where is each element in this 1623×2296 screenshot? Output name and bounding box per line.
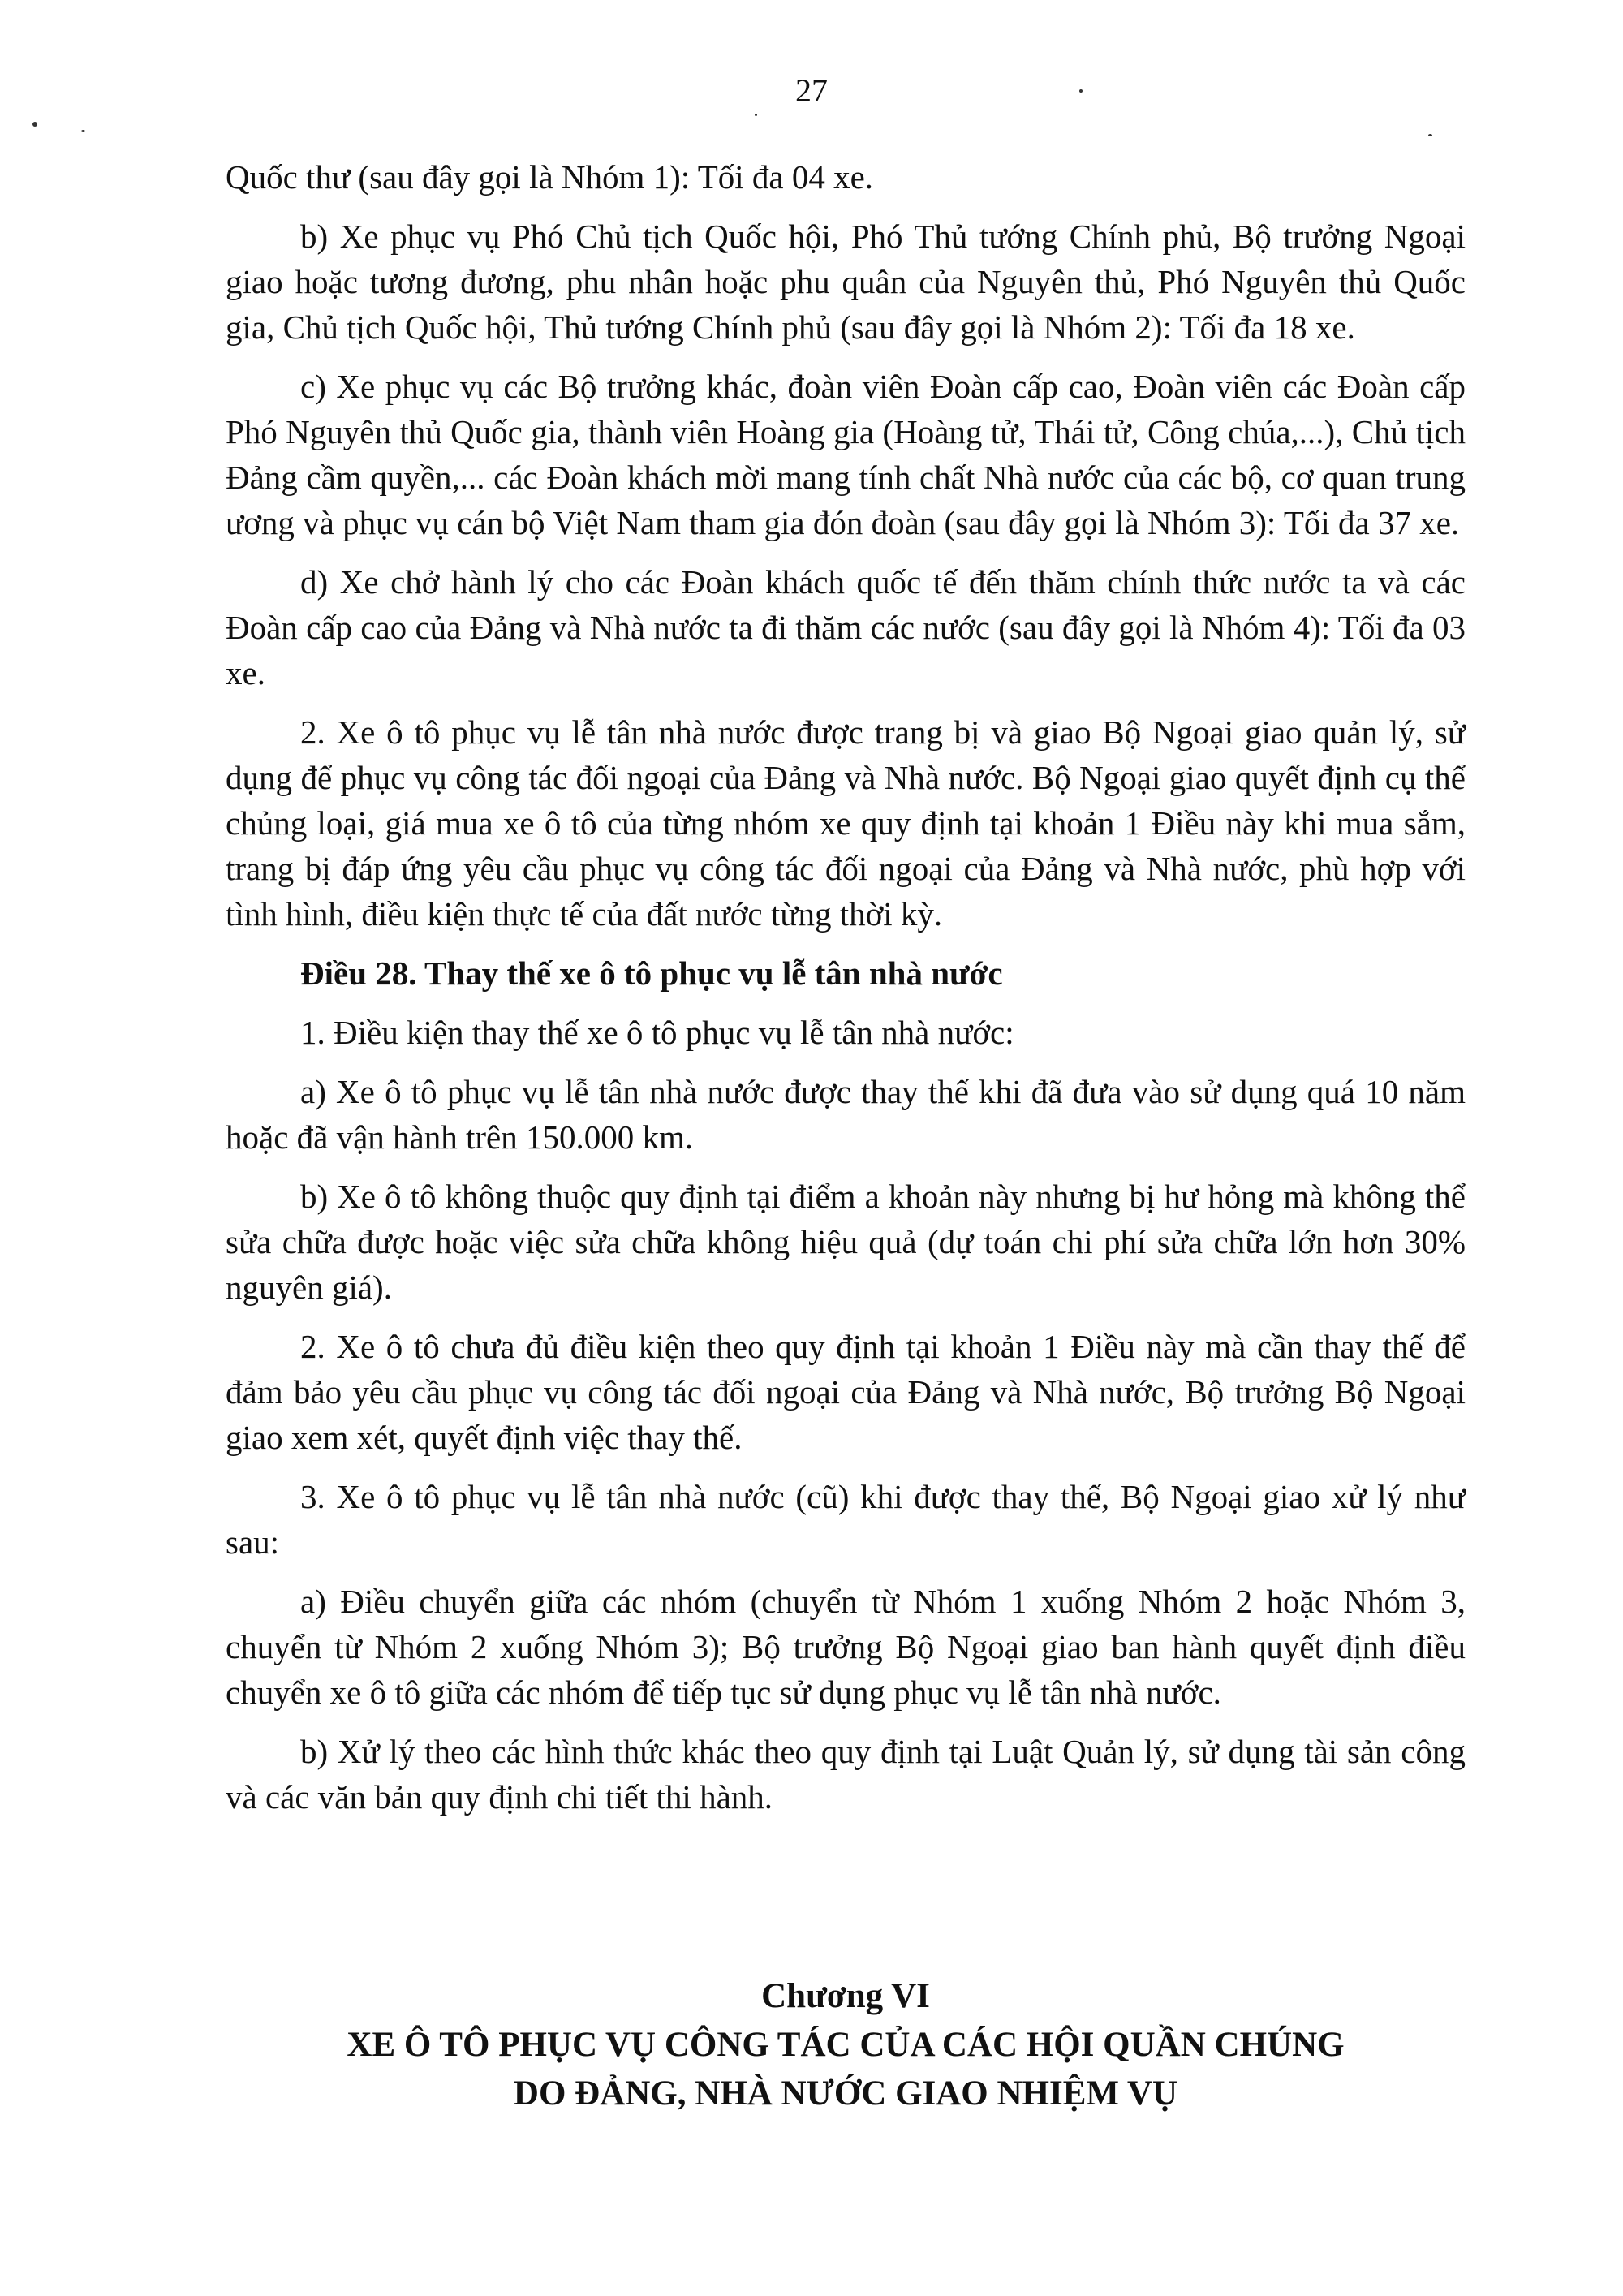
chapter-label: Chương VI — [761, 1977, 930, 2015]
article-heading: Điều 28. Thay thế xe ô tô phục vụ lễ tân nhà nước — [300, 954, 1003, 992]
paragraph: b) Xe ô tô không thuộc quy định tại điểm a khoản này nhưng bị hư hỏng mà không thể sửa chữa được hoặc việc sửa chữa không hiệu quả (dự toán chi phí sửa chữa lớn hơn 30% nguyên giá). — [226, 1178, 1466, 1306]
paragraph: a) Điều chuyển giữa các nhóm (chuyển từ Nhóm 1 xuống Nhóm 2 hoặc Nhóm 3, chuyển từ Nhóm 2 xuống Nhóm 3); Bộ trưởng Bộ Ngoại giao ban hành quyết định điều chuyển xe ô tô giữa các nhóm để tiếp tục sử dụng phục vụ lễ tân nhà nước. — [226, 1583, 1466, 1711]
paragraph: b) Xử lý theo các hình thức khác theo quy định tại Luật Quản lý, sử dụng tài sản công và các văn bản quy định chi tiết thi hành. — [226, 1733, 1466, 1816]
chapter-title-line-2: DO ĐẢNG, NHÀ NƯỚC GIAO NHIỆM VỤ — [513, 2074, 1178, 2113]
scan-speck — [32, 122, 37, 127]
scan-speck — [755, 114, 757, 116]
paragraph: 2. Xe ô tô phục vụ lễ tân nhà nước được trang bị và giao Bộ Ngoại giao quản lý, sử dụng để phục vụ công tác đối ngoại của Đảng và Nhà nước. Bộ Ngoại giao quyết định cụ thể chủng loại, giá mua xe ô tô của từng nhóm xe quy định tại khoản 1 Điều này khi mua sắm, trang bị đáp ứng yêu cầu phục vụ công tác đối ngoại của Đảng và Nhà nước, phù hợp với tình hình, điều kiện thực tế của đất nước từng thời kỳ. — [226, 713, 1466, 933]
paragraph: b) Xe phục vụ Phó Chủ tịch Quốc hội, Phó Thủ tướng Chính phủ, Bộ trưởng Ngoại giao hoặc tương đương, phu nhân hoặc phu quân của Nguyên thủ, Phó Nguyên thủ Quốc gia, Chủ tịch Quốc hội, Thủ tướng Chính phủ (sau đây gọi là Nhóm 2): Tối đa 18 xe. — [226, 218, 1466, 346]
chapter-heading — [226, 1972, 1466, 2118]
page-number: 27 — [795, 72, 828, 109]
scan-speck — [1428, 134, 1432, 136]
scan-speck — [1079, 89, 1083, 93]
paragraph: 1. Điều kiện thay thế xe ô tô phục vụ lễ tân nhà nước: — [300, 1014, 1014, 1051]
paragraph: c) Xe phục vụ các Bộ trưởng khác, đoàn viên Đoàn cấp cao, Đoàn viên các Đoàn cấp Phó Nguyên thủ Quốc gia, thành viên Hoàng gia (Hoàng tử, Thái tử, Công chúa,...), Chủ tịch Đảng cầm quyền,... các Đoàn khách mời mang tính chất Nhà nước của các bộ, cơ quan trung ương và phục vụ cán bộ Việt Nam tham gia đón đoàn (sau đây gọi là Nhóm 3): Tối đa 37 xe. — [226, 368, 1466, 541]
scan-speck — [81, 130, 85, 132]
paragraph: Quốc thư (sau đây gọi là Nhóm 1): Tối đa 04 xe. — [226, 158, 874, 196]
paragraph: d) Xe chở hành lý cho các Đoàn khách quốc tế đến thăm chính thức nước ta và các Đoàn cấp cao của Đảng và Nhà nước ta đi thăm các nước (sau đây gọi là Nhóm 4): Tối đa 03 xe. — [226, 563, 1466, 691]
chapter-title-line-1: XE Ô TÔ PHỤC VỤ CÔNG TÁC CỦA CÁC HỘI QUẦN CHÚNG — [347, 2026, 1345, 2064]
paragraph: 2. Xe ô tô chưa đủ điều kiện theo quy định tại khoản 1 Điều này mà cần thay thế để đảm bảo yêu cầu phục vụ công tác đối ngoại của Đảng và Nhà nước, Bộ trưởng Bộ Ngoại giao xem xét, quyết định việc thay thế. — [226, 1328, 1466, 1456]
paragraph: a) Xe ô tô phục vụ lễ tân nhà nước được thay thế khi đã đưa vào sử dụng quá 10 năm hoặc đã vận hành trên 150.000 km. — [226, 1073, 1466, 1156]
document-body — [226, 154, 1466, 1833]
paragraph: 3. Xe ô tô phục vụ lễ tân nhà nước (cũ) khi được thay thế, Bộ Ngoại giao xử lý như sau: — [226, 1478, 1466, 1561]
